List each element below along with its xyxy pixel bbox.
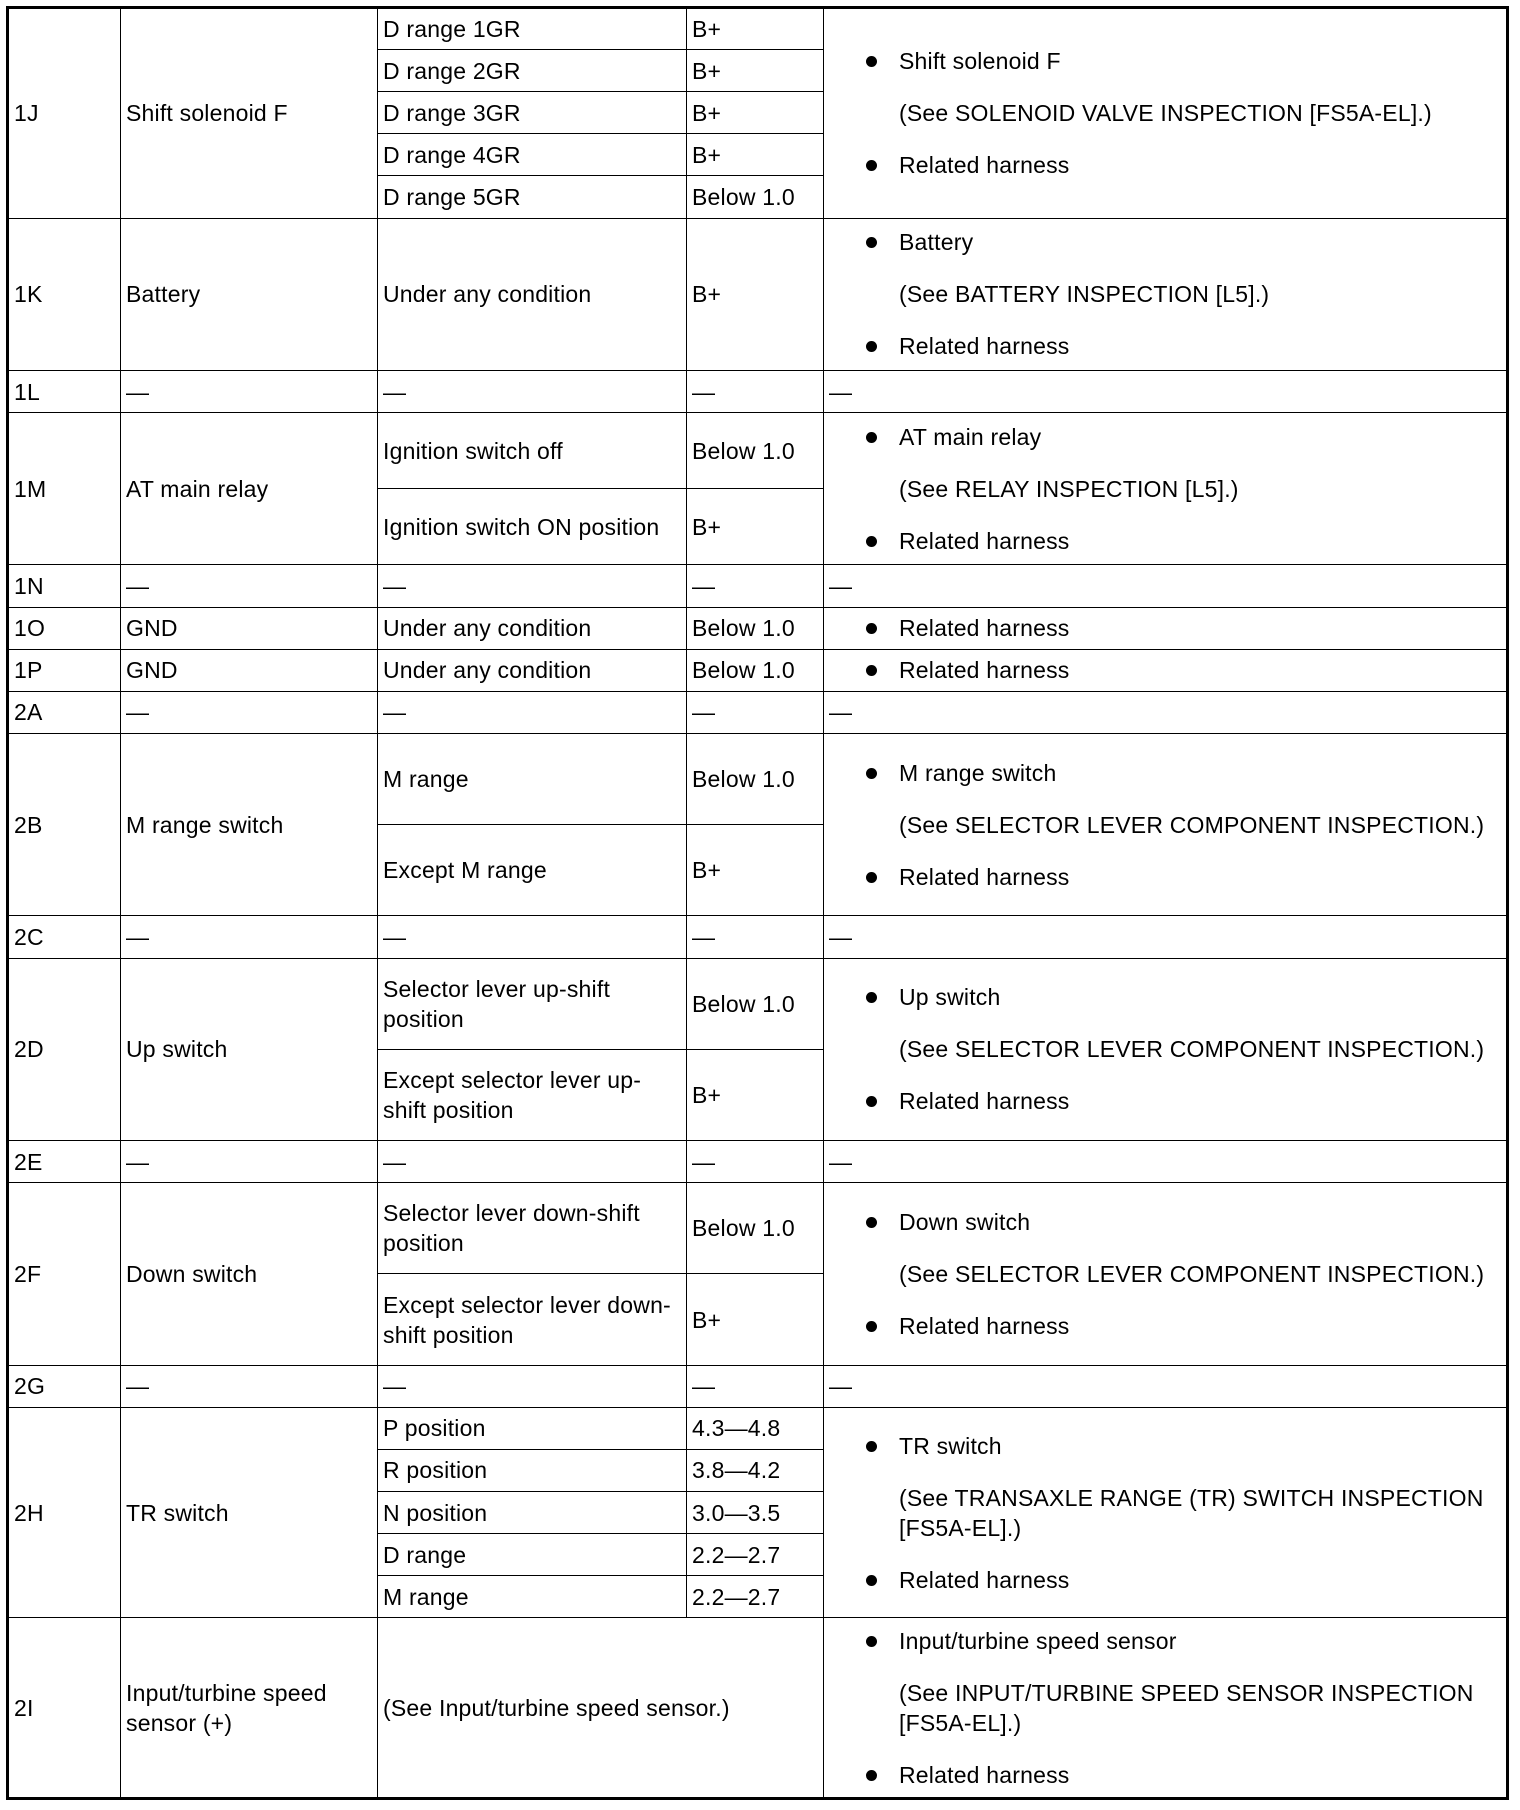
- remark-reference: (See SELECTOR LEVER COMPONENT INSPECTION.): [899, 811, 1485, 838]
- condition-cell: —: [378, 1365, 687, 1407]
- voltage-cell: Below 1.0: [687, 733, 824, 824]
- voltage-cell: Below 1.0: [687, 413, 824, 489]
- condition-cell: D range 4GR: [378, 134, 687, 176]
- remark-harness: Related harness: [864, 150, 1501, 180]
- remark-component: Input/turbine speed sensor: [864, 1626, 1501, 1656]
- table-row: [8, 1365, 1508, 1407]
- remark-cell: —: [824, 691, 1508, 733]
- table-row: [8, 1183, 1508, 1274]
- terminal-cell: 1N: [8, 565, 121, 607]
- terminal-cell: 2G: [8, 1365, 121, 1407]
- terminal-cell: 2A: [8, 691, 121, 733]
- condition-cell: M range: [378, 1576, 687, 1618]
- condition-cell: Under any condition: [378, 649, 687, 691]
- remark-cell: —: [824, 565, 1508, 607]
- item-cell: —: [121, 370, 378, 412]
- voltage-cell: —: [687, 691, 824, 733]
- item-cell: GND: [121, 607, 378, 649]
- voltage-cell: —: [687, 1141, 824, 1183]
- condition-cell: Except selector lever down-shift position: [378, 1274, 687, 1365]
- remark-cell: [824, 1618, 1508, 1799]
- voltage-cell: 4.3—4.8: [687, 1407, 824, 1449]
- terminal-cell: 1P: [8, 649, 121, 691]
- remark-component: TR switch: [864, 1431, 1501, 1461]
- voltage-cell: B+: [687, 1274, 824, 1365]
- remark-harness: Related harness: [864, 655, 1501, 685]
- table-row: [8, 916, 1508, 958]
- condition-cell: (See Input/turbine speed sensor.): [378, 1618, 824, 1799]
- remark-cell: [824, 413, 1508, 565]
- terminal-cell: 2B: [8, 733, 121, 916]
- remark-cell: [824, 1183, 1508, 1366]
- table-row: [8, 1407, 1508, 1449]
- voltage-cell: Below 1.0: [687, 649, 824, 691]
- condition-cell: D range 3GR: [378, 92, 687, 134]
- terminal-cell: 2C: [8, 916, 121, 958]
- voltage-cell: B+: [687, 825, 824, 916]
- voltage-cell: B+: [687, 92, 824, 134]
- remark-reference: (See RELAY INSPECTION [L5].): [899, 475, 1239, 502]
- table-body: [8, 8, 1508, 1799]
- table-row: [8, 565, 1508, 607]
- table-row: [8, 413, 1508, 489]
- voltage-cell: —: [687, 370, 824, 412]
- condition-cell: D range 2GR: [378, 50, 687, 92]
- terminal-cell: 2H: [8, 1407, 121, 1618]
- voltage-cell: 3.8—4.2: [687, 1449, 824, 1491]
- terminal-cell: 2I: [8, 1618, 121, 1799]
- condition-cell: Ignition switch off: [378, 413, 687, 489]
- remark-cell: —: [824, 1365, 1508, 1407]
- remark-component: Down switch: [864, 1207, 1501, 1237]
- remark-component: Up switch: [864, 982, 1501, 1012]
- item-cell: Shift solenoid F: [121, 8, 378, 219]
- remark-component: AT main relay: [864, 422, 1501, 452]
- item-cell: GND: [121, 649, 378, 691]
- remark-cell: [824, 649, 1508, 691]
- condition-cell: —: [378, 565, 687, 607]
- terminal-cell: 1L: [8, 370, 121, 412]
- remark-reference: (See SOLENOID VALVE INSPECTION [FS5A-EL].): [899, 100, 1432, 127]
- item-cell: —: [121, 691, 378, 733]
- condition-cell: Under any condition: [378, 607, 687, 649]
- item-cell: Up switch: [121, 958, 378, 1141]
- table-row: [8, 1618, 1508, 1799]
- voltage-cell: Below 1.0: [687, 607, 824, 649]
- terminal-cell: 2D: [8, 958, 121, 1141]
- remark-component: Shift solenoid F: [864, 46, 1501, 76]
- table-row: [8, 691, 1508, 733]
- voltage-cell: B+: [687, 50, 824, 92]
- item-cell: Battery: [121, 218, 378, 370]
- terminal-voltage-table: [6, 6, 1509, 1800]
- remark-component: Battery: [864, 227, 1501, 257]
- table-row: [8, 370, 1508, 412]
- condition-cell: P position: [378, 1407, 687, 1449]
- table-row: [8, 958, 1508, 1049]
- voltage-cell: —: [687, 916, 824, 958]
- item-cell: —: [121, 565, 378, 607]
- item-cell: —: [121, 1141, 378, 1183]
- item-cell: M range switch: [121, 733, 378, 916]
- terminal-cell: 1O: [8, 607, 121, 649]
- remark-cell: —: [824, 1141, 1508, 1183]
- table-row: [8, 1141, 1508, 1183]
- condition-cell: D range 1GR: [378, 8, 687, 50]
- voltage-cell: B+: [687, 8, 824, 50]
- remark-reference: (See SELECTOR LEVER COMPONENT INSPECTION.): [899, 1260, 1485, 1287]
- condition-cell: —: [378, 370, 687, 412]
- condition-cell: Ignition switch ON position: [378, 489, 687, 565]
- table-row: [8, 218, 1508, 370]
- item-cell: Input/turbine speed sensor (+): [121, 1618, 378, 1799]
- remark-harness: Related harness: [864, 1760, 1501, 1790]
- remark-cell: [824, 8, 1508, 219]
- terminal-cell: 2E: [8, 1141, 121, 1183]
- remark-reference: (See BATTERY INSPECTION [L5].): [899, 281, 1270, 308]
- condition-cell: Under any condition: [378, 218, 687, 370]
- remark-cell: —: [824, 370, 1508, 412]
- condition-cell: —: [378, 1141, 687, 1183]
- voltage-cell: 3.0—3.5: [687, 1491, 824, 1533]
- item-cell: —: [121, 916, 378, 958]
- condition-cell: D range: [378, 1534, 687, 1576]
- remark-harness: Related harness: [864, 862, 1501, 892]
- voltage-cell: B+: [687, 489, 824, 565]
- table-row: [8, 733, 1508, 824]
- remark-cell: —: [824, 916, 1508, 958]
- condition-cell: Except selector lever up-shift position: [378, 1049, 687, 1140]
- voltage-cell: —: [687, 565, 824, 607]
- voltage-cell: —: [687, 1365, 824, 1407]
- remark-harness: Related harness: [864, 331, 1501, 361]
- remark-harness: Related harness: [864, 1311, 1501, 1341]
- remark-reference: (See INPUT/TURBINE SPEED SENSOR INSPECTION [FS5A-EL].): [899, 1679, 1474, 1736]
- remark-component: M range switch: [864, 758, 1501, 788]
- remark-reference: (See TRANSAXLE RANGE (TR) SWITCH INSPECTION [FS5A-EL].): [899, 1484, 1484, 1541]
- condition-cell: R position: [378, 1449, 687, 1491]
- item-cell: TR switch: [121, 1407, 378, 1618]
- terminal-cell: 1J: [8, 8, 121, 219]
- voltage-cell: B+: [687, 1049, 824, 1140]
- item-cell: AT main relay: [121, 413, 378, 565]
- remark-harness: Related harness: [864, 613, 1501, 643]
- remark-cell: [824, 733, 1508, 916]
- condition-cell: Selector lever up-shift position: [378, 958, 687, 1049]
- voltage-cell: 2.2—2.7: [687, 1576, 824, 1618]
- remark-harness: Related harness: [864, 1086, 1501, 1116]
- condition-cell: Selector lever down-shift position: [378, 1183, 687, 1274]
- remark-cell: [824, 1407, 1508, 1618]
- table-row: [8, 8, 1508, 50]
- table-row: [8, 649, 1508, 691]
- remark-reference: (See SELECTOR LEVER COMPONENT INSPECTION.): [899, 1036, 1485, 1063]
- voltage-cell: 2.2—2.7: [687, 1534, 824, 1576]
- voltage-cell: Below 1.0: [687, 1183, 824, 1274]
- voltage-cell: Below 1.0: [687, 176, 824, 218]
- condition-cell: Except M range: [378, 825, 687, 916]
- terminal-cell: 1M: [8, 413, 121, 565]
- condition-cell: —: [378, 691, 687, 733]
- item-cell: Down switch: [121, 1183, 378, 1366]
- remark-cell: [824, 958, 1508, 1141]
- terminal-cell: 2F: [8, 1183, 121, 1366]
- table-row: [8, 607, 1508, 649]
- condition-cell: N position: [378, 1491, 687, 1533]
- remark-cell: [824, 218, 1508, 370]
- voltage-cell: B+: [687, 218, 824, 370]
- condition-cell: —: [378, 916, 687, 958]
- condition-cell: D range 5GR: [378, 176, 687, 218]
- terminal-cell: 1K: [8, 218, 121, 370]
- item-cell: —: [121, 1365, 378, 1407]
- remark-harness: Related harness: [864, 526, 1501, 556]
- condition-cell: M range: [378, 733, 687, 824]
- voltage-cell: B+: [687, 134, 824, 176]
- voltage-cell: Below 1.0: [687, 958, 824, 1049]
- remark-cell: [824, 607, 1508, 649]
- remark-harness: Related harness: [864, 1565, 1501, 1595]
